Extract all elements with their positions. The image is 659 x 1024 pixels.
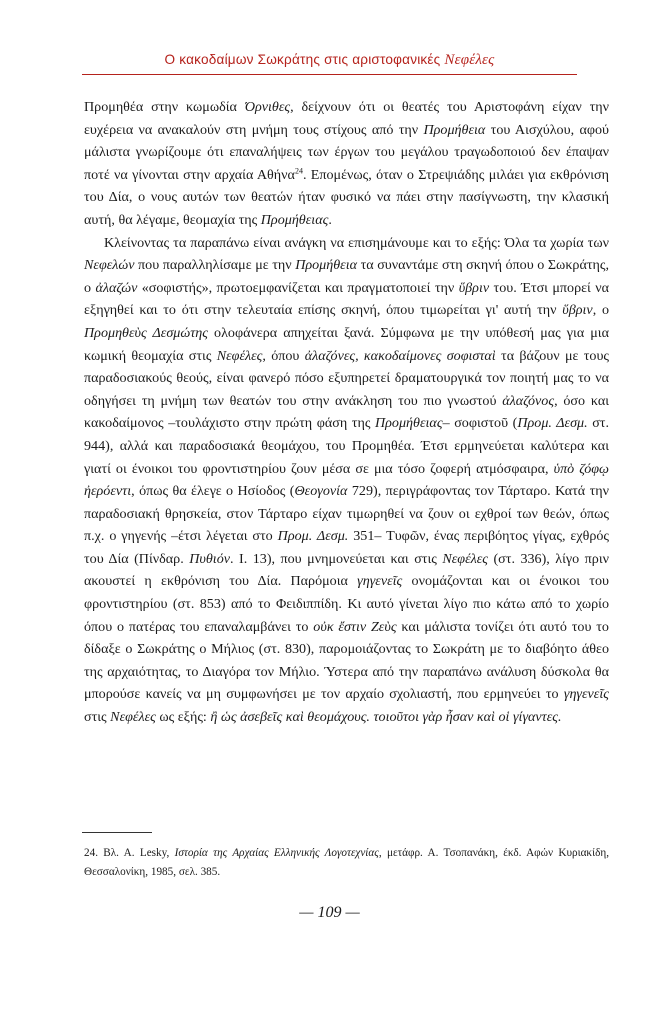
italic-run: Προμήθεια — [295, 257, 358, 274]
italic-run: Ιστορία της Αρχαίας Ελληνικής Λογοτεχνίας — [174, 847, 379, 859]
italic-run: ὕβριν — [562, 302, 593, 319]
text-run: 24. Βλ. Α. Lesky, — [84, 847, 175, 859]
text-run: «σοφιστής», πρωτοεμφανίζεται και πραγματοποιεί την — [137, 279, 459, 296]
text-run: τα βάζουν με τους παραδοσιακούς θεούς, είναι φανερό πόσο εξυπηρετεί δραματουργικά τον ποιητή μας το να οδηγήσει τη μνήμη των θεατών του στην ανάκληση του πιο γνωστού — [84, 347, 609, 409]
text-run: , ο — [592, 302, 609, 319]
text-run: , όσο και κακοδαίμονος –τουλάχιστο στην πρώτη φάση της — [84, 392, 609, 432]
italic-run: Προμηθεὺς Δεσμώτης — [84, 324, 208, 341]
running-head-title-italic: Νεφέλες — [444, 52, 495, 68]
italic-run: Θεογονία — [294, 483, 348, 500]
text-run: Κλείνοντας τα παραπάνω είναι ανάγκη να επισημάνουμε και το εξής: Όλα τα χωρία των — [104, 234, 609, 251]
italic-run: γηγενεῖς — [563, 686, 609, 703]
text-run: 351– Τυφῶν, ένας περιβόητος γίγας, εχθρός του Δία (Πίνδαρ. — [84, 528, 609, 567]
running-head — [0, 52, 659, 69]
text-run: του Αισχύλου, αφού μάλιστα γνωρίζουμε ότι επαναλήψεις των έργων του μεγάλου τραγωδοποιού δεν έπαψαν ποτέ να γίνονται στην αρχαία Αθήνα — [84, 121, 609, 183]
running-head-rule — [82, 74, 577, 75]
italic-run: Νεφέλες — [110, 709, 156, 726]
body-text — [84, 96, 609, 729]
text-run: , μετάφρ. Α. Τσοπανάκη, έκδ. Αφών Κυριακίδη, Θεσσαλονίκη, 1985, σελ. 385. — [84, 847, 610, 878]
text-run: ως εξής: — [155, 709, 211, 726]
italic-run: Νεφέλες — [442, 550, 488, 567]
italic-run: Προμ. Δεσμ. — [277, 528, 349, 545]
footnote-reference: 24 — [294, 166, 303, 176]
text-run: Προμηθέα στην κωμωδία — [84, 99, 245, 115]
italic-run: οὐκ ἔστιν Ζεὺς — [313, 618, 397, 635]
text-run: στις — [84, 709, 111, 726]
italic-run: Νεφελών — [84, 257, 135, 274]
italic-run: Προμήθεια — [423, 121, 486, 138]
paragraph — [84, 96, 609, 232]
italic-run: γηγενεῖς — [357, 573, 403, 590]
text-run: , όπου — [262, 347, 305, 364]
text-run: του. Έτσι μπορεί να εξηγηθεί και το ότι στην τελευταία επίσης σκηνή, όπου τιμωρείται γι' αυτή την — [84, 279, 609, 319]
text-run: και μάλιστα τονίζει ότι αυτό του το δίδαξε ο Σωκράτης ο Μήλιος (στ. 830), παρομοιάζοντας το Σωκράτη με το διαβόητο άθεο της αρχαιότητας, το Διαγόρα τον Μήλιο. Ύστερα από την παραπάνω ανάλυση δύσκολα θα μπορούσε κανείς να μη συμφωνήσει με τον αρχαίο σχολιαστή, που ερμηνεύει το — [84, 618, 609, 703]
italic-run: ὕβριν — [458, 279, 490, 296]
italic-run: Προμ. Δεσμ. — [517, 415, 588, 432]
italic-run: ἀλαζών — [95, 279, 138, 296]
italic-run: ὑπὸ ζόφῳ ἠερόεντι — [84, 460, 609, 500]
text-run: ονομάζονται και οι ένοικοι του φροντιστηρίου (στ. 853) από το Φειδιππίδη. Κι αυτό γίνεται λίγο πιο κάτω από το χωρίο όπου ο πατέρας του επαναλαμβάνει το — [84, 573, 609, 635]
italic-run: Προμήθειας — [260, 211, 329, 228]
text-run: τα συναντάμε στη σκηνή όπου ο Σωκράτης, ο — [84, 257, 609, 296]
page-number: — 109 — — [299, 904, 360, 921]
italic-run: ἀλαζόνες, κακοδαίμονες σοφισταὶ — [304, 347, 496, 364]
italic-run: ἢ ὡς ἀσεβεῖς καὶ θεομάχους. τοιοῦτοι γὰρ ἦσαν καὶ οἱ γίγαντες. — [210, 709, 562, 726]
italic-run: ἀλαζόνος — [502, 392, 555, 409]
footnote-rule — [82, 832, 152, 833]
text-run: , δείχνουν ότι οι θεατές του Αριστοφάνη είχαν την ευχέρεια να ανακαλούν στη μνήμη τους στίχους από την — [84, 99, 609, 138]
text-run: – σοφιστοῦ ( — [442, 415, 518, 432]
text-run: (στ. 336), λίγο πριν ακουστεί η εκθρόνιση του Δία. Παρόμοια — [84, 550, 609, 590]
text-run: ολοφάνερα απηχείται ξανά. Σύμφωνα με την υπόθεσή μας για μια κωμική θεομαχία στις — [84, 324, 609, 364]
italic-run: Πυθιόν — [189, 550, 231, 567]
text-run: στ. 944), αλλά και παραδοσιακά θεομάχου, του Προμηθέα. Έτσι ερμηνεύεται καλύτερα και γιατί οι ένοικοι του φροντιστηρίου ζουν μέσα σε μια τόσο ζοφερή ατμόσφαιρα, — [84, 415, 609, 477]
italic-run: Όρνιθες — [244, 99, 291, 115]
text-run: που παραλληλίσαμε με την — [134, 257, 296, 274]
text-run: , όπως θα έλεγε ο Ησίοδος ( — [131, 483, 295, 500]
running-head-title: Ο κακοδαίμων Σωκράτης στις αριστοφανικές — [164, 52, 441, 67]
footnote — [84, 844, 609, 882]
text-run: 729), περιγράφοντας τον Τάρταρο. Κατά την παραδοσιακή θρησκεία, στον Τάρταρο είχαν τιμωρηθεί να ζουν οι εχθροί των θεών, όπως π.χ. ο γηγενής –έτσι λέγεται στο — [84, 483, 609, 545]
italic-run: Προμήθειας — [374, 415, 443, 432]
paragraph — [84, 232, 609, 729]
text-run: . — [328, 211, 332, 228]
text-run: . Επομένως, όταν ο Στρεψιάδης μιλάει για εκθρόνιση του Δία, ο νους αυτών των θεατών ήταν φυσικό να πάει στην πασίγνωστη, την κλασική αυτή, θα λέγαμε, θεομαχία της — [84, 166, 609, 228]
italic-run: Νεφέλες — [216, 347, 263, 364]
text-run: . Ι. 13), που μνημονεύεται και στις — [230, 550, 443, 567]
